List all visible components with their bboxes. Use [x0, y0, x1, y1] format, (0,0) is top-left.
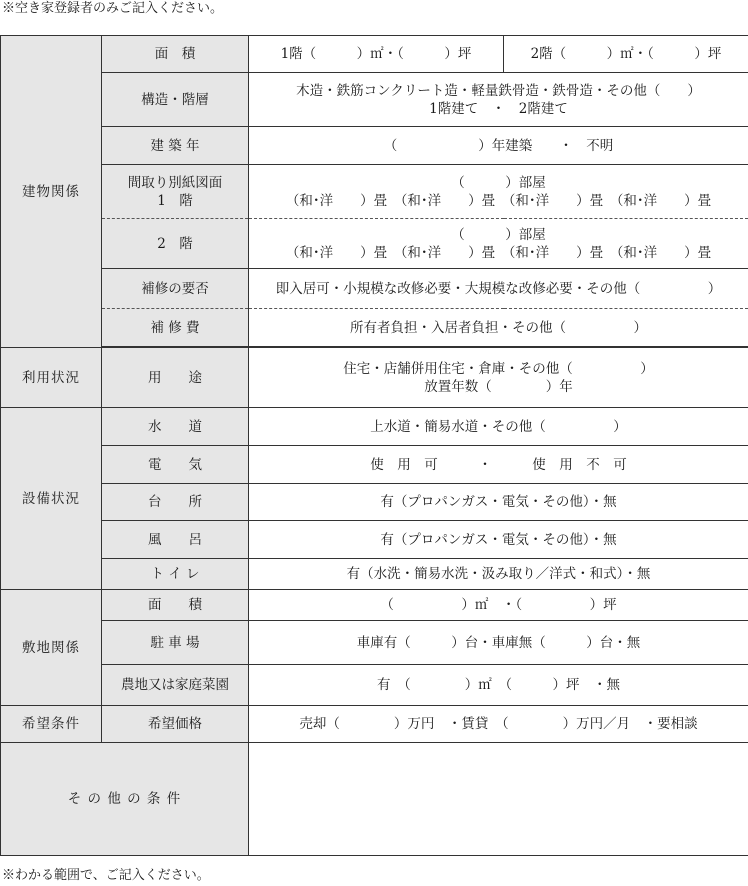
field-electric[interactable]: 使 用 可 ・ 使 用 不 可 — [249, 446, 748, 484]
usage-types: 住宅・店舗併用住宅・倉庫・その他（ ） — [343, 360, 654, 377]
layout-drawing-label: 間取り別紙図面 — [127, 174, 223, 191]
label-building-area: 面 積 — [102, 36, 249, 73]
structure-types: 木造・鉄筋コンクリート造・軽量鉄骨造・鉄骨造・その他（ ） — [296, 82, 701, 99]
category-equipment: 設備状況 — [1, 408, 102, 590]
label-toilet: ト イ レ — [102, 559, 249, 590]
label-layout-floor2: 2 階 — [102, 219, 249, 269]
field-repair-need[interactable]: 即入居可・小規模な改修必要・大規模な改修必要・その他（ ） — [249, 269, 748, 309]
label-layout-floor1 — [102, 165, 249, 219]
floor2-tatami: （和･洋 ）畳 （和･洋 ）畳 （和･洋 ）畳 （和･洋 ）畳 — [285, 244, 712, 261]
field-other-conditions[interactable] — [249, 743, 748, 856]
field-bath[interactable]: 有（プロパンガス・電気・その他）・無 — [249, 521, 748, 559]
label-price: 希望価格 — [102, 706, 249, 743]
label-other-conditions: そ の 他 の 条 件 — [1, 743, 249, 856]
field-repair-cost[interactable]: 所有者負担・入居者負担・その他（ ） — [249, 309, 748, 347]
field-usage[interactable] — [249, 348, 748, 408]
label-build-year: 建 築 年 — [102, 127, 249, 165]
floor1-tatami: （和･洋 ）畳 （和･洋 ）畳 （和･洋 ）畳 （和･洋 ）畳 — [285, 192, 712, 209]
label-parking: 駐 車 場 — [102, 621, 249, 665]
label-water: 水 道 — [102, 408, 249, 446]
label-repair-cost: 補 修 費 — [102, 309, 249, 347]
field-floor2-area[interactable]: 2階（ ）㎡・（ ）坪 — [504, 36, 748, 73]
category-usage: 利用状況 — [1, 348, 102, 408]
label-bath: 風 呂 — [102, 521, 249, 559]
label-site-area: 面 積 — [102, 590, 249, 621]
label-repair-need: 補修の要否 — [102, 269, 249, 309]
category-building: 建物関係 — [1, 36, 102, 348]
field-water[interactable]: 上水道・簡易水道・その他（ ） — [249, 408, 748, 446]
category-site: 敷地関係 — [1, 590, 102, 706]
structure-floors: 1階建て ・ 2階建て — [429, 100, 568, 117]
label-kitchen: 台 所 — [102, 484, 249, 521]
category-wish: 希望条件 — [1, 706, 102, 743]
label-electric: 電 気 — [102, 446, 249, 484]
label-structure: 構造・階層 — [102, 73, 249, 127]
floor1-rooms: （ ）部屋 — [451, 174, 546, 191]
field-layout-floor1[interactable] — [249, 165, 748, 219]
floor1-label: 1 階 — [157, 192, 193, 209]
label-usage: 用 途 — [102, 348, 249, 408]
field-build-year[interactable]: （ ）年建築 ・ 不明 — [249, 127, 748, 165]
field-site-area[interactable]: （ ）㎡ ・（ ）坪 — [249, 590, 748, 621]
field-kitchen[interactable]: 有（プロパンガス・電気・その他）・無 — [249, 484, 748, 521]
field-toilet[interactable]: 有（水洗・簡易水洗・汲み取り／洋式・和式）・無 — [249, 559, 748, 590]
field-structure[interactable] — [249, 73, 748, 127]
vacant-years: 放置年数（ ）年 — [424, 378, 573, 395]
floor2-rooms: （ ）部屋 — [451, 226, 546, 243]
field-layout-floor2[interactable] — [249, 219, 748, 269]
field-floor1-area[interactable]: 1階（ ）㎡・（ ）坪 — [249, 36, 504, 73]
label-farm: 農地又は家庭菜園 — [102, 665, 249, 706]
field-parking[interactable]: 車庫有（ ）台・車庫無（ ）台・無 — [249, 621, 748, 665]
vacant-house-form-table — [0, 35, 748, 856]
field-price[interactable]: 売却（ ）万円 ・賃貸 （ ）万円／月 ・要相談 — [249, 706, 748, 743]
bottom-note: ※わかる範囲で、ご記入ください。 — [2, 868, 210, 883]
field-farm[interactable]: 有 （ ）㎡ （ ）坪 ・無 — [249, 665, 748, 706]
top-note: ※空き家登録者のみご記入ください。 — [2, 1, 224, 16]
